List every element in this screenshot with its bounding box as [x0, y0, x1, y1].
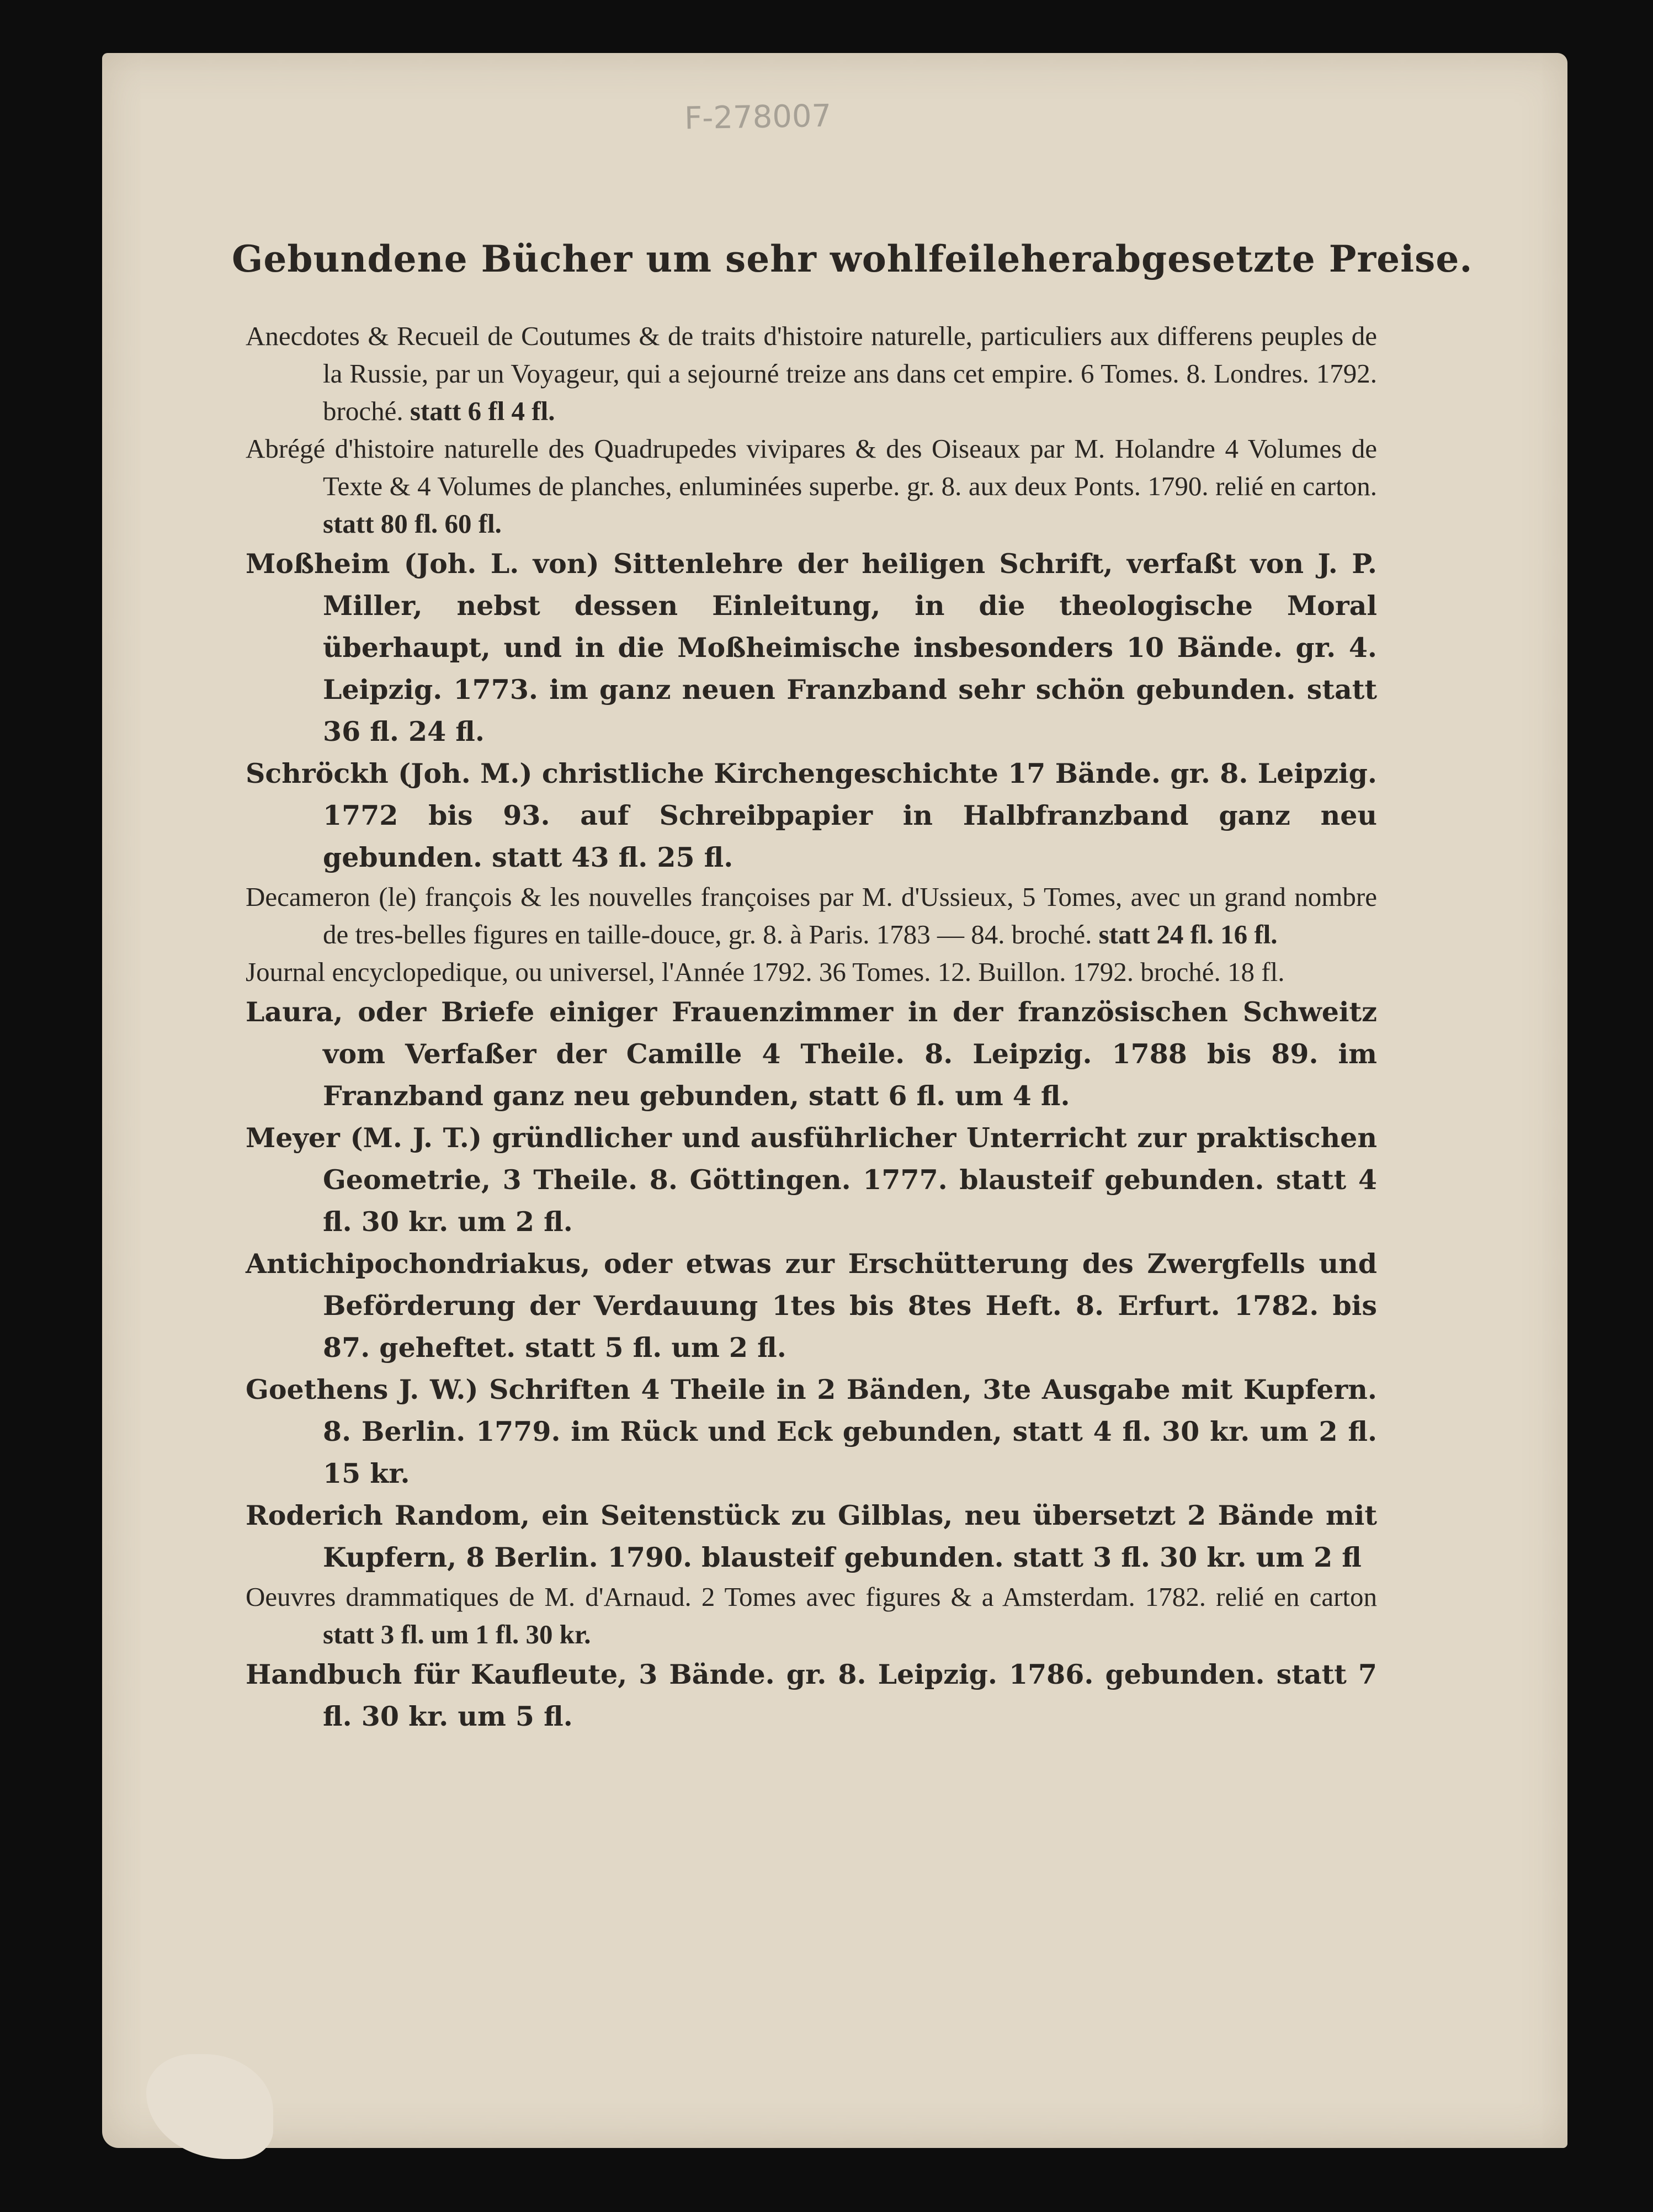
book-entry: [246, 1368, 1377, 1494]
entry-text: Moßheim (Joh. L. von) Sittenlehre der heiligen Schrift, verfaßt von J. P. Miller, nebst dessen Einleitung, in die theologische Moral überhaupt, und in die Moßheimische insbesonders 10 Bände. gr. 4. Leipzig. 1773. im ganz neuen Franzband sehr schön gebunden.: [246, 548, 1377, 705]
entry-price: statt 36 fl. 24 fl.: [323, 673, 1378, 747]
entry-price: statt 43 fl. 25 fl.: [492, 841, 734, 873]
torn-corner: [146, 2054, 273, 2159]
entry-text: Meyer (M. J. T.) gründlicher und ausführlicher Unterricht zur praktischen Geometrie, 3 Theile. 8. Göttingen. 1777. blausteif gebunden.: [246, 1122, 1377, 1196]
entry-text: Anecdotes & Recueil de Coutumes & de traits d'histoire naturelle, particuliers aux differens peuples de la Russie, par un Voyageur, qui a sejourné treize ans dans cet empire. 6 Tomes. 8. Londres. 1792. broché.: [246, 321, 1377, 426]
entry-text: Schröckh (Joh. M.) christliche Kirchengeschichte 17 Bände. gr. 8. Leipzig. 1772 bis 93. auf Schreibpapier in Halbfranzband ganz neu gebunden.: [246, 757, 1377, 873]
book-entry: [246, 1243, 1377, 1368]
entry-price: statt 4 fl. 30 kr. um 2 fl. 15 kr.: [323, 1415, 1378, 1489]
entry-text: Roderich Random, ein Seitenstück zu Gilblas, neu übersetzt 2 Bände mit Kupfern, 8 Berlin. 1790. blausteif gebunden.: [246, 1499, 1377, 1573]
entry-price: statt 80 fl. 60 fl.: [323, 508, 502, 539]
book-entry: [246, 1494, 1377, 1578]
book-entry: [246, 430, 1377, 543]
entry-text: Laura, oder Briefe einiger Frauenzimmer in der französischen Schweitz vom Verfaßer der Camille 4 Theile. 8. Leipzig. 1788 bis 89. im Franzband ganz neu gebunden,: [246, 996, 1377, 1112]
entry-text: Journal encyclopedique, ou universel, l'Année 1792. 36 Tomes. 12. Buillon. 1792. broché. 18 fl.: [246, 957, 1285, 987]
book-list: [246, 317, 1377, 1737]
entry-price: statt 7 fl. 30 kr. um 5 fl.: [323, 1658, 1377, 1732]
entry-price: statt 6 fl. um 4 fl.: [809, 1080, 1070, 1112]
entry-text: Abrégé d'histoire naturelle des Quadrupedes vivipares & des Oiseaux par M. Holandre 4 Volumes de Texte & 4 Volumes de planches, enluminées superbe. gr. 8. aux deux Ponts. 1790. relié en carton.: [246, 433, 1377, 501]
entry-price: statt 5 fl. um 2 fl.: [525, 1332, 786, 1364]
handwritten-shelfmark: F-278007: [684, 98, 832, 137]
book-entry: [246, 1578, 1377, 1653]
entry-price: statt 4 fl. 30 kr. um 2 fl.: [323, 1164, 1378, 1238]
entry-text: Handbuch für Kaufleute, 3 Bände. gr. 8. Leipzig. 1786. gebunden.: [246, 1658, 1265, 1690]
book-entry: [246, 752, 1377, 878]
entry-price: statt 6 fl 4 fl.: [410, 396, 555, 426]
entry-price: statt 24 fl. 16 fl.: [1098, 919, 1278, 949]
entry-text: Oeuvres drammatiques de M. d'Arnaud. 2 Tomes avec figures & a Amsterdam. 1782. relié en carton: [246, 1582, 1377, 1612]
entry-text: Decameron (le) françois & les nouvelles françoises par M. d'Ussieux, 5 Tomes, avec un grand nombre de tres-belles figures en taille-douce, gr. 8. à Paris. 1783 — 84. broché.: [246, 882, 1377, 949]
book-entry: [246, 317, 1377, 430]
book-entry: [246, 1653, 1377, 1737]
entry-price: statt 3 fl. um 1 fl. 30 kr.: [323, 1619, 591, 1649]
page-title: Gebundene Bücher um sehr wohlfeileherabgesetzte Preise.: [232, 237, 1473, 280]
entry-text: Antichipochondriakus, oder etwas zur Erschütterung des Zwergfells und Beförderung der Verdauung 1tes bis 8tes Heft. 8. Erfurt. 1782. bis 87. geheftet.: [246, 1248, 1377, 1364]
book-entry: [246, 543, 1377, 752]
book-entry: [246, 1117, 1377, 1243]
entry-text: Goethens J. W.) Schriften 4 Theile in 2 Bänden, 3te Ausgabe mit Kupfern. 8. Berlin. 1779. im Rück und Eck gebunden,: [246, 1373, 1377, 1447]
entry-price: statt 3 fl. 30 kr. um 2 fl: [1013, 1541, 1362, 1573]
book-entry: [246, 953, 1377, 991]
book-entry: [246, 991, 1377, 1117]
book-entry: [246, 878, 1377, 953]
